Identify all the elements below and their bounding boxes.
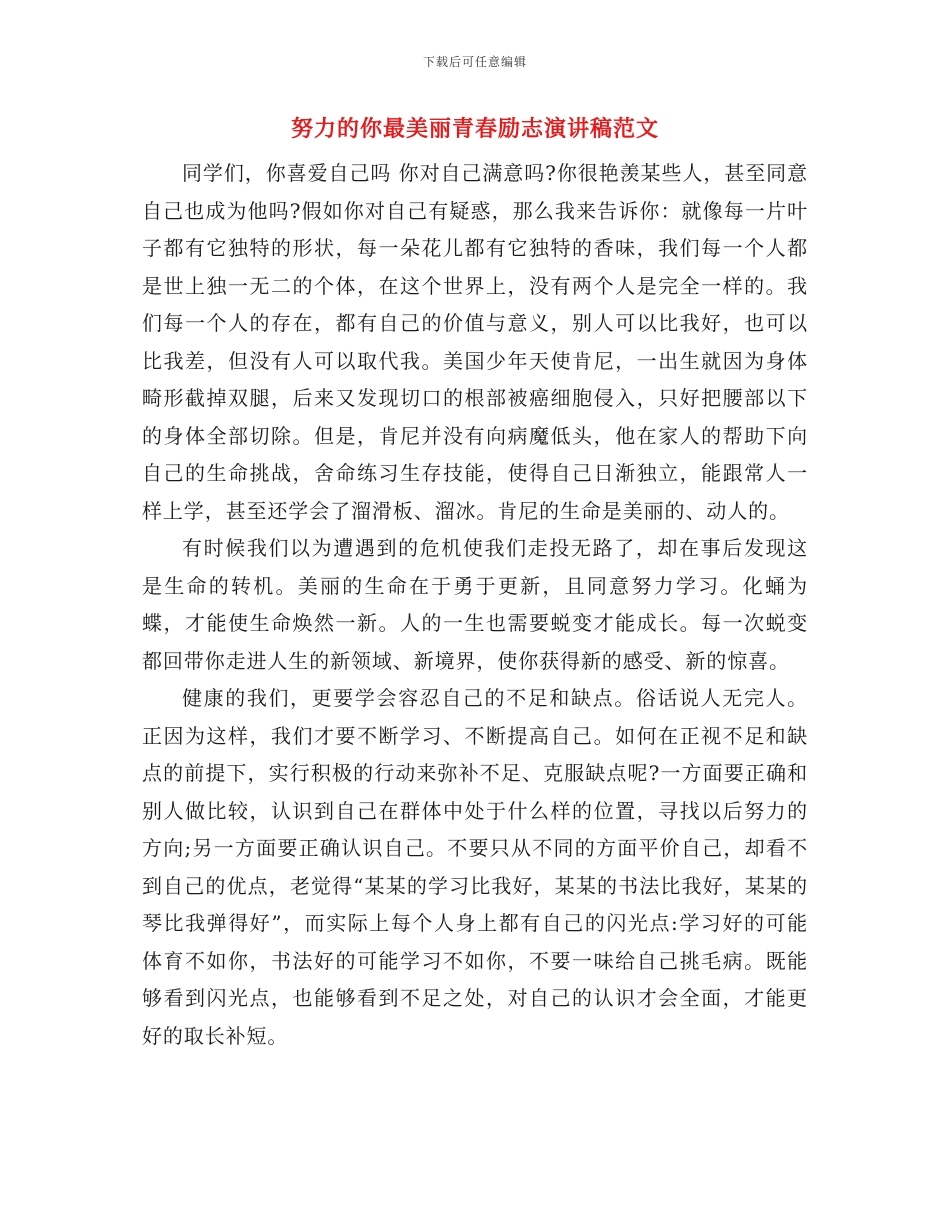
header-note: 下载后可任意编辑 (422, 55, 527, 69)
paragraph-1: 同学们，你喜爱自己吗 你对自己满意吗?你很艳羡某些人，甚至同意自己也成为他吗?假如你对自己有疑惑，那么我来告诉你：就像每一片叶子都有它独特的形状，每一朵花儿都有它独特的香味，我们每一个人都是世上独一无二的个体，在这个世界上，没有两个人是完全一样的。我们每一个人的存在，都有自己的价值与意义，别人可以比我好，也可以比我差，但没有人可以取代我。美国少年天使肯尼，一出生就因为身体畸形截掉双腿，后来又发现切口的根部被癌细胞侵入，只好把腰部以下的身体全部切除。但是，肯尼并没有向病魔低头，他在家人的帮助下向自己的生命挑战，舍命练习生存技能，使得自己日渐独立，能跟常人一样上学，甚至还学会了溜滑板、溜冰。肯尼的生命是美丽的、动人的。 (142, 161, 808, 523)
document-body (142, 155, 808, 1055)
paragraph-3: 健康的我们，更要学会容忍自己的不足和缺点。俗话说人无完人。正因为这样，我们才要不断学习、不断提高自己。如何在正视不足和缺点的前提下，实行积极的行动来弥补不足、克服缺点呢?一方面要正确和别人做比较，认识到自己在群体中处于什么样的位置，寻找以后努力的方向;另一方面要正确认识自己。不要只从不同的方面平价自己，却看不到自己的优点，老觉得“某某的学习比我好，某某的书法比我好，某某的琴比我弹得好”，而实际上每个人身上都有自己的闪光点:学习好的可能体育不如你，书法好的可能学习不如你，不要一味给自己挑毛病。既能够看到闪光点，也能够看到不足之处，对自己的认识才会全面，才能更好的取长补短。 (142, 686, 808, 1048)
document-title: 努力的你最美丽青春励志演讲稿范文 (290, 116, 659, 142)
paragraph-2: 有时候我们以为遭遇到的危机使我们走投无路了，却在事后发现这是生命的转机。美丽的生命在于勇于更新，且同意努力学习。化蛹为蝶，才能使生命焕然一新。人的一生也需要蜕变才能成长。每一次蜕变都回带你走进人生的新领域、新境界，使你获得新的感受、新的惊喜。 (142, 536, 808, 673)
